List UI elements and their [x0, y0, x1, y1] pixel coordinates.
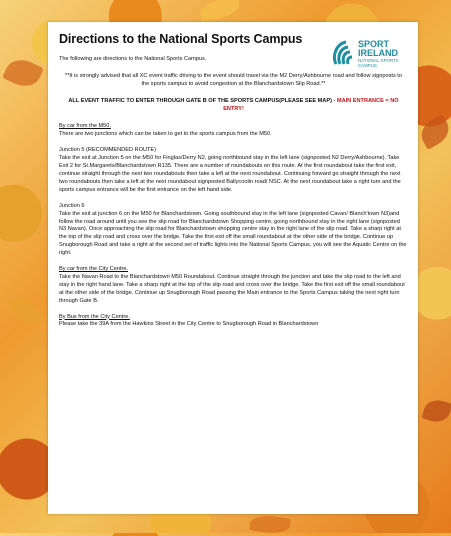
section-heading: By car from the City Centre. [59, 266, 129, 273]
directions-document [48, 22, 418, 514]
section-text: Take the Navan Road to the Blanchardstown M50 Roundabout. Continue straight through the junction and take the slip road to the left and stay in the right hand lane. Take a sharp right at the top of the slip road and cross over the bridge. Take the first exit off the small roundabout at the other side of the bridge. Continue up Snugborough Road passing the Main entrance to the Sports Campus taking the next right turn through Gate B. [59, 273, 405, 304]
section-junction-6 [59, 203, 408, 258]
gate-warning: MAIN ENTRANCE = NO ENTRY! [223, 97, 399, 112]
traffic-advice: **It is strongly advised that all XC event traffic driving to the event should travel via the M2 Derry/Ashbourne road and follow signposts to the sports campus to avoid congestion at the Blanchardstown Slip Road.** [65, 72, 402, 87]
logo-wordmark: SPORT IRELAND [358, 39, 398, 58]
autumn-leaf-decoration [199, 0, 242, 21]
section-text: There are two junctions which can be taken to get to the sports campus from the M50. [59, 131, 272, 138]
sport-ireland-swirl-icon [332, 38, 356, 68]
logo-subtitle: NATIONAL SPORTS CAMPUS [358, 58, 399, 68]
autumn-leaf-decoration [2, 54, 44, 92]
section-text: Please take the 39A from the Hawkins Street in the City Centre to Snugborough Road in Blanchardstown [59, 321, 319, 328]
section-car-m50 [59, 123, 408, 139]
section-bus [59, 314, 408, 330]
section-text: Take the exit at junction 6 on the M50 for Blanchardstown. Going southbound stay in the left lane (signposted Cavan/ Blanch'town N3)and follow the road around until you see the slip road for Blanchardstown Shopping centre, going northbound stay in the right lane (signposted N3 Navan). Once approaching the slip road for Blanchardstown shopping centre stay in the right lane of the slip road. Take a sharp right at the top of the slip road and cross over the bridge. Take the first exit off the small roundabout at the other side of the bridge. Continue up Snugborough Road and take a right at the second set of traffic lights into the National Sports Campus, you will see the Aquatic Centre on the right. [59, 210, 407, 257]
gate-notice-text: ALL EVENT TRAFFIC TO ENTER THROUGH GATE B OF THE SPORTS CAMPUS(PLEASE SEE MAP) - [68, 97, 337, 104]
autumn-leaf-decoration [8, 292, 43, 331]
section-junction-5 [59, 147, 408, 194]
page-title: Directions to the National Sports Campus [59, 32, 303, 46]
intro-text: The following are directions to the National Sports Campus. [59, 55, 207, 62]
sport-ireland-logo [332, 38, 408, 86]
section-text: Take the exit at Junction 5 on the M50 for Finglas/Derry N2, going northbound stay in the left lane (signposted N2 Derry/Ashbourne). Take Exit 2 for St.Margarets/Blanchardstown R135. There are a number of roundabouts on this route. At the first roundabout take the first exit, continue straight through the next two roundabouts then take a left at the next roundabout. Continuing forward go straight through the next two roundabouts then take a left at the next roundabout signposted Ballycoolin road/ NSC. At the next roundabout take a right turn and the sports campus entrance will be the first entrance on the left hand side. [59, 155, 401, 193]
section-city-centre-car [59, 266, 408, 306]
gate-notice [59, 98, 408, 114]
section-heading: Junction 6 [59, 202, 85, 209]
section-heading: By car from the M50. [59, 123, 111, 130]
section-heading: Junction 5 (RECOMMENDED ROUTE) [59, 147, 156, 154]
autumn-leaf-decoration [249, 513, 291, 535]
autumn-leaf-decoration [416, 114, 451, 150]
autumn-leaf-decoration [422, 397, 451, 425]
section-heading: By Bus from the City Centre. [59, 313, 130, 320]
